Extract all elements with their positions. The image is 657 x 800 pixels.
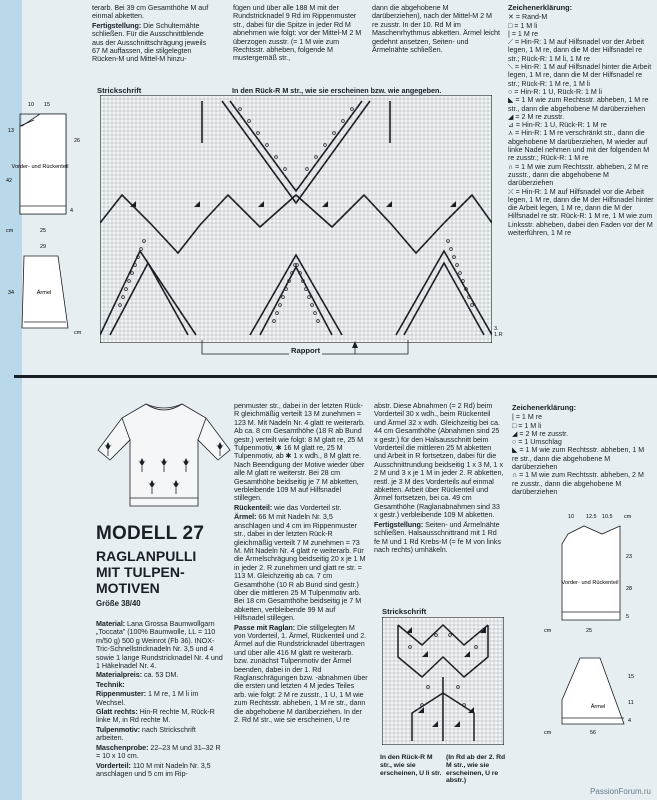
- svg-text:25: 25: [586, 628, 592, 634]
- bottom-stitch-chart: [382, 617, 504, 745]
- bottom-chart-caption-left: In den Rück-R M str., wie sie erscheinen, U li str.: [380, 754, 442, 777]
- rapport-label: Rapport: [291, 346, 321, 355]
- top-stitch-chart: [100, 95, 492, 343]
- top-text-col-3: dann die abgehobene M darüberziehen), nach der Mittel-M 2 M re zusstr. In der 10. Rd M im Maschenrhythmus abketten. Ärmel leicht gedehnt ansetzen, Seiten- und Ärmelnähte schließen.: [372, 4, 500, 55]
- svg-text:13: 13: [8, 128, 14, 134]
- model-title: RAGLANPULLI MIT TULPEN- MOTIVEN: [96, 548, 197, 596]
- svg-text:28: 28: [626, 586, 632, 592]
- svg-text:56: 56: [590, 730, 596, 736]
- svg-text:5: 5: [626, 614, 629, 620]
- svg-text:12.5: 12.5: [586, 514, 597, 520]
- svg-text:cm: cm: [74, 330, 82, 336]
- bottom-schematic-sleeve-label: Ärmel: [590, 704, 606, 710]
- sweater-illustration: [94, 398, 234, 516]
- bottom-chart-title: Strickschrift: [382, 607, 427, 616]
- bottom-chart-caption-right: (In Rd ab der 2. Rd M str., wie sie erscheinen, U re abstr.): [446, 754, 506, 785]
- top-text-col-2: fügen und über alle 188 M mit der Rundstricknadel 9 Rd im Rippenmuster str., dabei für die Spitze in jeder Rd M abnehmen wie folgt: vor der Mittel-M 2 M überzogen zusstr. (= 1 M wie zum Rechtsstr. abheben, folgende M mustergemäß str.,: [233, 4, 362, 63]
- top-chart-row-label: 3. 1.R: [494, 326, 503, 338]
- svg-text:26: 26: [74, 138, 80, 144]
- svg-text:15: 15: [44, 102, 50, 108]
- bottom-schematic-front-label: Vorder- und Rückenteil: [561, 580, 619, 586]
- model-number: MODELL 27: [96, 523, 205, 544]
- svg-text:4: 4: [70, 208, 73, 214]
- top-symbol-key: Zeichenerklärung: ✕ = Rand-M □ = 1 M li | = 1 M re ⟋ = Hin-R: 1 M auf Hilfsnadel vor der Arbeit legen, 1 M re, dann die M der Hilfsnadel re str.; Rück-R: 1 M li, 1 M re ⟍ = Hin-R: 1 M auf Hilfsnadel hinter die Arbeit legen, 1 M re, dann die M der Hilfsnadel re str.; Rück-R: 1 M re, 1 M li ○ = Hin-R: 1 U, Rück-R: 1 M li ◣ = 1 M wie zum Rechtsstr. abheben, 1 M re str., dann die abgehobene M darüberziehen ◢ = 2 M re zusstr. ⊿ = Hin-R: 1 U, Rück-R: 1 M re ⋏ = Hin-R: 1 M re verschränkt str., dann die abgehobene M darüberziehen, M wieder auf linke Nadel nehmen und mit der folgenden M re zusstr.; Rück-R: 1 M re ∩ = 1 M wie zum Rechtsstr. abheben, 2 M re zusstr., dann die abgehobene M darüberziehen ⤫ = Hin-R: 1 M auf Hilfsnadel vor die Arbeit legen, 1 M re, dann die M der Hilfsnadel hinter die Arbeit legen, 1 M re, dann die M der Hilfsnadel re str. Rück-R: 1 M re, 1 M wie zum Linksstr. abheben, dabei den Faden vor der M weiterführen, 1 M re: [508, 4, 654, 238]
- top-chart-caption: In den Rück-R M str., wie sie erscheinen bzw. wie angegeben.: [232, 86, 442, 95]
- top-text-col-1: terarb. Bei 39 cm Gesamthöhe M auf einmal abketten. Fertigstellung: Die Schulternähte schließen. Für die Ausschnittblende aus der Ausschnittschrägung jeweils 67 M auffassen, die stilgelegten Rücken-M und Mittel-M hinzu-: [92, 4, 209, 64]
- bottom-schematic: [540, 508, 656, 770]
- svg-text:cm: cm: [544, 628, 552, 634]
- bottom-symbol-key: Zeichenerklärung: | = 1 M re □ = 1 M li ◢ = 2 M re zusstr. ○ = 1 Umschlag ◣ = 1 M wie zum Rechtsstr. abheben, 1 M re str., dann die abgehobene M darüberziehen ∩ = 1 M wie zum Rechtsstr. abheben, 2 M re zusstr., dann die abgehobene M darüberziehen: [512, 404, 645, 496]
- svg-text:cm: cm: [6, 228, 14, 234]
- svg-text:10.5: 10.5: [602, 514, 613, 520]
- model-size: Größe 38/40: [96, 599, 141, 608]
- svg-text:15: 15: [628, 674, 634, 680]
- bottom-text-col-1: Material: Lana Grossa Baumwollgarn „Toccata" (100% Baumwolle, LL = 110 m/50 g) 500 g Weinrot (Fb 36). INOX-Tric-Schnellstricknadeln Nr. 3,5 und 4 sowie 1 lange Rundstricknadel Nr. 4 und 1 Häkelnadel Nr. 4. Materialpreis: ca. 53 DM. Technik: Rippenmuster: 1 M re, 1 M li im Wechsel. Glatt rechts: Hin-R rechte M, Rück-R linke M, in Rd rechte M. Tulpenmotiv: nach Strickschrift arbeiten. Maschenprobe: 22–23 M und 31–32 R = 10 x 10 cm. Vorderteil: 110 M mit Nadeln Nr. 3,5 anschlagen und 5 cm im Rip-: [96, 620, 223, 778]
- top-schematic-sleeve-label: Ärmel: [36, 290, 52, 296]
- svg-text:cm: cm: [624, 514, 632, 520]
- top-schematic-front-label: Vorder- und Rückenteil: [11, 164, 69, 170]
- top-chart-title: Strickschrift: [97, 86, 142, 95]
- watermark: PassionForum.ru: [590, 787, 651, 796]
- svg-text:29: 29: [40, 244, 46, 250]
- svg-text:10: 10: [28, 102, 34, 108]
- svg-text:23: 23: [626, 554, 632, 560]
- svg-text:4: 4: [628, 718, 631, 724]
- top-schematic: [4, 96, 92, 366]
- svg-text:11: 11: [628, 700, 634, 706]
- bottom-text-col-3: abstr. Diese Abnahmen (= 2 Rd) beim Vorderteil 30 x wdh., beim Rückenteil und Ärmel 32 x wdh. Gleichzeitig bei ca. 44 cm Gesamthöhe (Abnahmen sind 25 x gestr.) für den Halsausschnitt beim Vorderteil die mittleren 25 M abketten und Arbeit in R fortsetzen, dabei für die Ausschnittrundung beidseitig 1 x 3 M, 1 x 2 M und 3 x je 1 M in jeder 2. R abketten, restl. je 3 M des Vorderteils auf einmal abketten. Arbeit über Rückenteil und Ärmel fortsetzen, bei ca. 49 cm Gesamthöhe (Raglanabnahmen sind 33 x gestr.) verbleibende 109 M abketten. Fertigstellung: Seiten- und Ärmelnähte schließen. Halsausschnittrand mit 1 Rd fe M und 1 Rd Krebs-M (= fe M von links nach rechts) umhäkeln.: [374, 402, 504, 554]
- svg-text:25: 25: [40, 228, 46, 234]
- svg-text:cm: cm: [544, 730, 552, 736]
- svg-text:34: 34: [8, 290, 14, 296]
- svg-text:10: 10: [568, 514, 574, 520]
- section-divider: [14, 375, 657, 378]
- svg-text:42: 42: [6, 178, 12, 184]
- bottom-text-col-2: penmuster str., dabei in der letzten Rück-R gleichmäßig verteilt 13 M zunehmen = 123 M. Mit Nadeln Nr. 4 glatt re weiterarb. Ab ca. 8 cm Gesamthöhe (18 R ab Bund gestr.) verteilt wie folgt: 8 M glatt re, 25 M Tulpenmotiv, ✱ 16 M glatt re, 25 M Tulpenmotiv, ab ✱ 1 x wdh., 8 M glatt re. Nach Beendigung der Motive wieder über alle M glatt re weiterstr. Bei 28 cm Gesamthöhe beidseitig je 7 M abketten, verbleibende 109 M auf Hilfsnadel stillegen. Rückenteil: wie das Vorderteil str. Ärmel: 66 M mit Nadeln Nr. 3,5 anschlagen und 4 cm im Rippenmuster str., dabei in der letzten Rück-R gleichmäßig verteilt 7 M zunehmen = 73 M. Mit Nadeln Nr. 4 glatt re weiterarb. Für die Ärmelschrägung beidseitig 20 x je 1 M in jeder 2. R zunehmen und glatt re str. = 113 M. Gleichzeitig ab ca. 7 cm Gesamthöhe (10 R ab Bund sind gestr.) über die mittleren 25 M Tulpenmotiv arb. Bei 18 cm Gesamthöhe beidseitig je 7 M abketten, verbleibende 99 M auf Hilfsnadel stillegen. Passe mit Raglan: Die stillgelegten M von Vorderteil, 1. Ärmel, Rückenteil und 2. Ärmel auf die Rundstricknadel übertragen und über alle 416 M glatt re weiterarb. bzw. zunächst Tulpenmotiv der Ärmel beenden, dabei in der 1. Rd Raglanschrägungen bzw. -abnahmen über die ersten und letzten 4 M jedes Teiles arb. wie folgt: 2 M re zusstr., 1 U, 1 M wie zum Rechtsstr. abheben, 1 M re str., dann die abgehobene M darüberziehen. In der 2. Rd M str., wie sie erscheinen, U re: [234, 402, 368, 725]
